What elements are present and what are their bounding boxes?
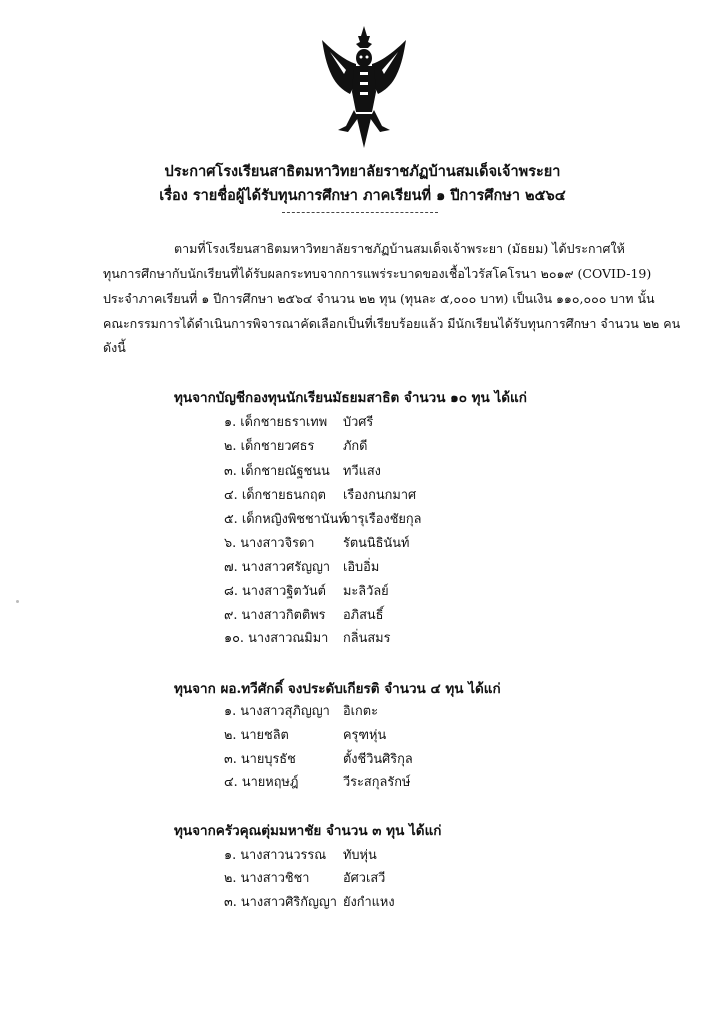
recipient-name: ๔. เด็กชายธนกฤต — [224, 488, 326, 503]
recipient-surname: วีระสกุลรักษ์ — [343, 775, 411, 790]
recipient-name: ๒. นายชลิต — [224, 728, 289, 743]
recipient-surname: ตั้งชีวินศิริกุล — [343, 752, 413, 767]
recipient-surname: อภิสนธิ์ — [343, 608, 384, 623]
recipient-surname: บัวศรี — [343, 415, 374, 430]
recipient-surname: อิเกตะ — [343, 704, 378, 719]
recipient-surname: มะลิวัลย์ — [343, 584, 389, 599]
recipient-name: ๓. นางสาวศิริกัญญา — [224, 895, 337, 910]
scan-speck — [16, 600, 19, 603]
announcement-title: ประกาศโรงเรียนสาธิตมหาวิทยาลัยราชภัฏบ้านสมเด็จเจ้าพระยา — [164, 163, 561, 180]
recipient-name: ๗. นางสาวศรัญญา — [224, 560, 331, 575]
recipient-surname: กลิ่นสมร — [343, 631, 391, 646]
intro-line: ดังนี้ — [103, 340, 126, 355]
recipient-name: ๑. นางสาวนวรรณ — [224, 848, 327, 863]
section-title: ทุนจาก ผอ.ทวีศักดิ์ จงประดับเกียรติ จำนวน ๔ ทุน ได้แก่ — [174, 681, 501, 697]
section-title: ทุนจากบัญชีกองทุนนักเรียนมัธยมสาธิต จำนวน ๑๐ ทุน ได้แก่ — [174, 390, 527, 406]
recipient-name: ๕. เด็กหญิงพิชชานันท์ — [224, 512, 347, 527]
recipient-name: ๙. นางสาวกิตติพร — [224, 608, 326, 623]
recipient-surname: เรืองกนกมาศ — [343, 488, 417, 503]
recipient-surname: ภักดี — [343, 439, 368, 454]
subject-line: เรื่อง รายชื่อผู้ได้รับทุนการศึกษา ภาคเรียนที่ ๑ ปีการศึกษา ๒๕๖๔ — [159, 187, 566, 204]
recipient-name: ๑. เด็กชายธราเทพ — [224, 415, 328, 430]
intro-line: คณะกรรมการได้ดำเนินการพิจารณาคัดเลือกเป็นที่เรียบร้อยแล้ว มีนักเรียนได้รับทุนการศึกษา จำนวน ๒๒ คน — [103, 316, 681, 331]
recipient-name: ๒. นางสาวชิชา — [224, 871, 310, 886]
divider — [282, 212, 438, 213]
recipient-name: ๒. เด็กชายวศธร — [224, 439, 315, 454]
recipient-surname: ยังกำแหง — [343, 895, 395, 910]
recipient-surname: รัตนนิธินันท์ — [343, 536, 410, 551]
recipient-surname: อัศวเสวี — [343, 871, 386, 886]
garuda-emblem — [316, 22, 412, 150]
recipient-name: ๘. นางสาวฐิตวันต์ — [224, 584, 326, 599]
intro-line: ตามที่โรงเรียนสาธิตมหาวิทยาลัยราชภัฏบ้านสมเด็จเจ้าพระยา (มัธยม) ได้ประกาศให้ — [174, 241, 625, 256]
recipient-surname: ทวีแสง — [343, 464, 381, 479]
recipient-surname: จารุเรืองชัยกุล — [343, 512, 422, 527]
recipient-name: ๑๐. นางสาวณมิมา — [224, 631, 329, 646]
recipient-name: ๔. นายหฤษฎ์ — [224, 775, 299, 790]
intro-line: ทุนการศึกษากับนักเรียนที่ได้รับผลกระทบจากการแพร่ระบาดของเชื้อไวรัสโคโรนา ๒๐๑๙ (COVID-19) — [103, 266, 652, 281]
intro-line: ประจำภาคเรียนที่ ๑ ปีการศึกษา ๒๕๖๔ จำนวน ๒๒ ทุน (ทุนละ ๕,๐๐๐ บาท) เป็นเงิน ๑๑๐,๐๐๐ บาท นั้น — [103, 291, 655, 306]
section-title: ทุนจากครัวคุณตุ่มมหาชัย จำนวน ๓ ทุน ได้แก่ — [174, 823, 442, 839]
recipient-surname: ทับหุ่น — [343, 848, 377, 863]
recipient-surname: ครุฑหุ่น — [343, 728, 387, 743]
recipient-name: ๓. เด็กชายณัฐชนน — [224, 464, 330, 479]
recipient-name: ๑. นางสาวสุภิญญา — [224, 704, 330, 719]
recipient-surname: เอิบอิ่ม — [343, 560, 380, 575]
recipient-name: ๓. นายบุรธัช — [224, 752, 296, 767]
recipient-name: ๖. นางสาวจิรดา — [224, 536, 315, 551]
